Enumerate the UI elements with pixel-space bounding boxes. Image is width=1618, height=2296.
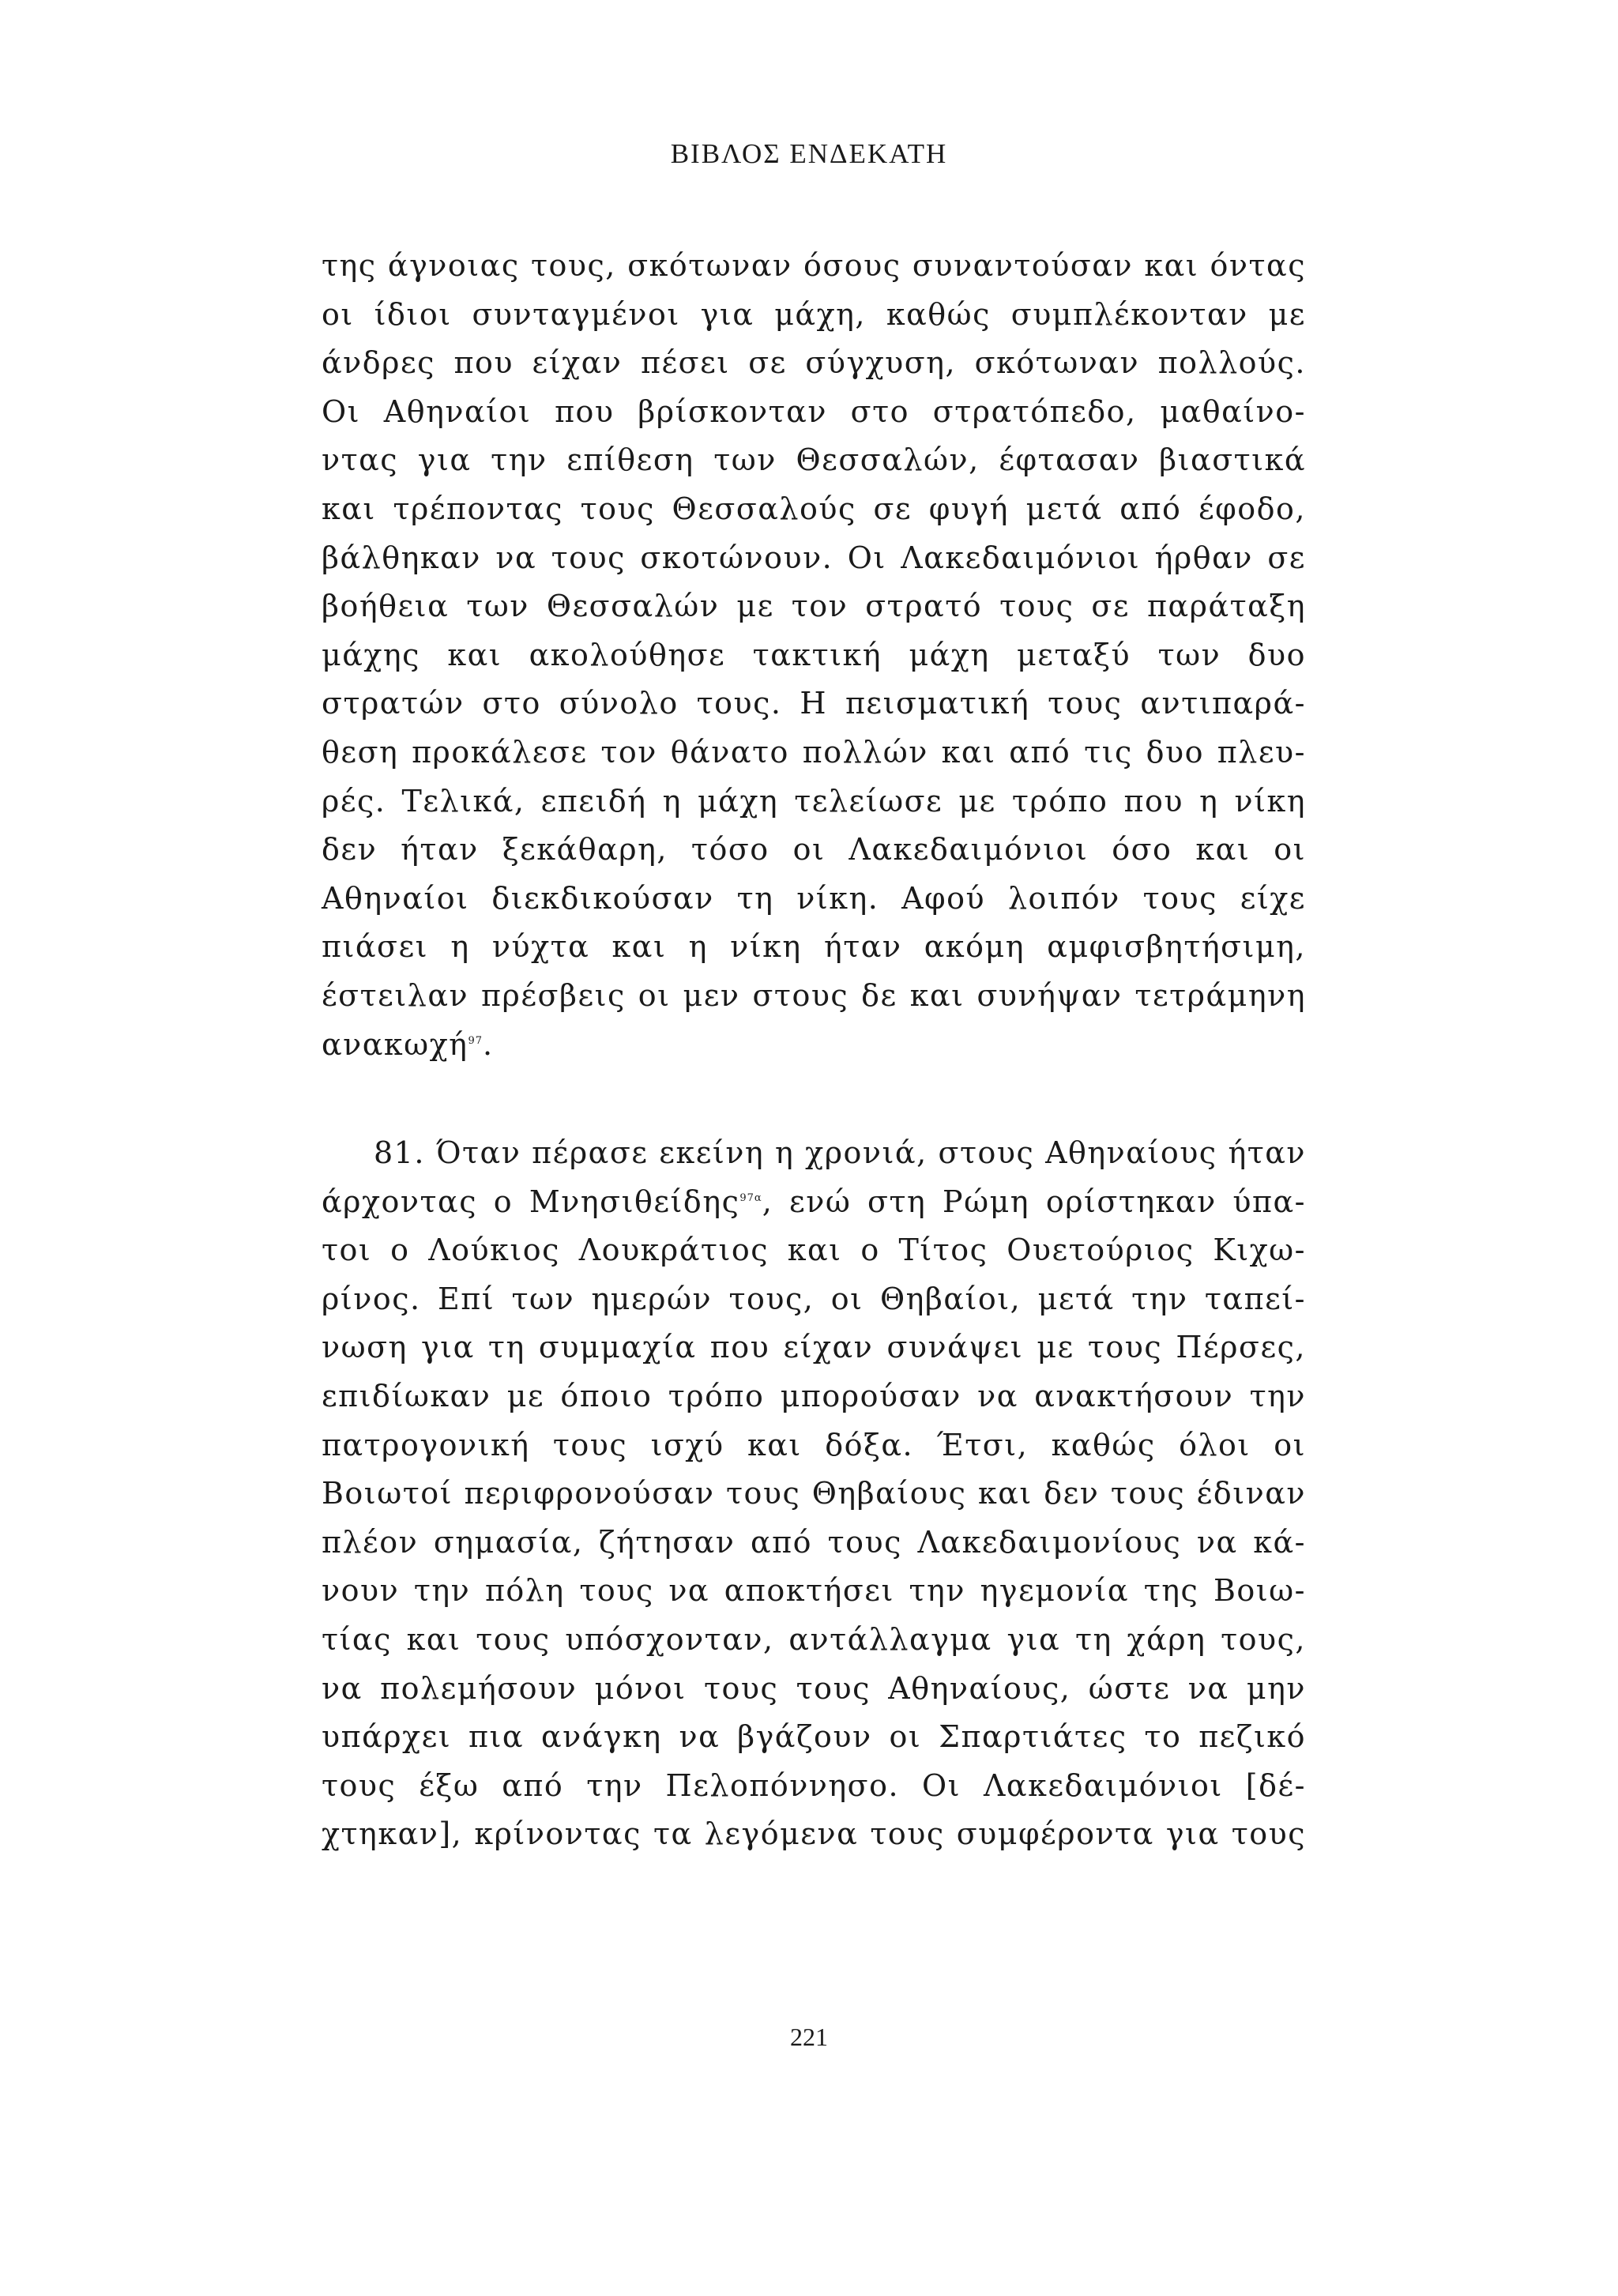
text-line: νωση για τη συμμαχία που είχαν συνάψει με τους Πέρσες, <box>322 1330 1306 1365</box>
text-line <box>322 1178 1306 1227</box>
text-line: ντας για την επίθεση των Θεσσαλών, έφτασαν βιαστικά <box>322 442 1306 478</box>
text-line: άνδρες που είχαν πέσει σε σύγχυση, σκότωναν πολλούς. <box>322 345 1306 381</box>
text-line: της άγνοιας τους, σκότωναν όσους συναντούσαν και όντας <box>322 248 1306 283</box>
text-line: βοήθεια των Θεσσαλών με τον στρατό τους σε παράταξη <box>322 589 1306 624</box>
text-line-first: 81. Όταν πέρασε εκείνη η χρονιά, στους Αθηναίους ήταν <box>374 1135 1306 1170</box>
text-line-last <box>322 1021 1306 1070</box>
text-line: Οι Αθηναίοι που βρίσκονταν στο στρατόπεδο, μαθαίνο- <box>322 393 1306 429</box>
text-line: ρίνος. Επί των ημερών τους, οι Θηβαίοι, μετά την ταπεί- <box>322 1281 1306 1316</box>
text-line: υπάρχει πια ανάγκη να βγάζουν οι Σπαρτιάτες το πεζικό <box>322 1719 1306 1755</box>
footnote-marker: 97α <box>739 1191 762 1204</box>
text-line: Αθηναίοι διεκδικούσαν τη νίκη. Αφού λοιπόν τους είχε <box>322 880 1306 916</box>
text-line: τίας και τους υπόσχονταν, αντάλλαγμα για τη χάρη τους, <box>322 1621 1306 1657</box>
running-header: ΒΙΒΛΟΣ ΕΝΔΕΚΑΤΗ <box>670 138 948 169</box>
line-text: , ενώ στη Ρώμη ορίστηκαν ύπα- <box>762 1184 1307 1219</box>
page-number: 221 <box>790 2023 828 2051</box>
text-line: χτηκαν], κρίνοντας τα λεγόμενα τους συμφέροντα για τους <box>322 1816 1306 1852</box>
line-text: άρχοντας ο Μνησιθείδης <box>322 1184 740 1219</box>
paragraph-81 <box>322 1129 1306 1859</box>
text-line: να πολεμήσουν μόνοι τους τους Αθηναίους, ώστε να μην <box>322 1670 1306 1706</box>
line-text: ανακωχή <box>322 1026 468 1062</box>
text-line: τους έξω από την Πελοπόννησο. Οι Λακεδαιμόνιοι [δέ- <box>322 1767 1306 1803</box>
text-line: και τρέποντας τους Θεσσαλούς σε φυγή μετά από έφοδο, <box>322 491 1306 526</box>
text-line: οι ίδιοι συνταγμένοι για μάχη, καθώς συμπλέκονταν με <box>322 296 1306 332</box>
text-line: πιάσει η νύχτα και η νίκη ήταν ακόμη αμφισβητήσιμη, <box>322 929 1306 965</box>
text-line: νουν την πόλη τους να αποκτήσει την ηγεμονία της Βοιω- <box>322 1573 1306 1609</box>
paragraph-continued <box>322 242 1306 1069</box>
text-line: τοι ο Λούκιος Λουκράτιος και ο Τίτος Ουετούριος Κιχω- <box>322 1233 1306 1268</box>
text-line: βάλθηκαν να τους σκοτώνουν. Οι Λακεδαιμόνιοι ήρθαν σε <box>322 540 1306 575</box>
text-line: έστειλαν πρέσβεις οι μεν στους δε και συνήψαν τετράμηνη <box>322 977 1306 1013</box>
text-line: θεση προκάλεσε τον θάνατο πολλών και από τις δυο πλευ- <box>322 734 1306 770</box>
line-end: . <box>483 1026 494 1062</box>
text-line: επιδίωκαν με όποιο τρόπο μπορούσαν να ανακτήσουν την <box>322 1378 1306 1413</box>
text-line: πατρογονική τους ισχύ και δόξα. Έτσι, καθώς όλοι οι <box>322 1427 1306 1462</box>
text-line: μάχης και ακολούθησε τακτική μάχη μεταξύ των δυο <box>322 637 1306 672</box>
text-line: στρατών στο σύνολο τους. Η πεισματική τους αντιπαρά- <box>322 686 1306 721</box>
text-line: πλέον σημασία, ζήτησαν από τους Λακεδαιμονίους να κά- <box>322 1524 1306 1560</box>
text-line: δεν ήταν ξεκάθαρη, τόσο οι Λακεδαιμόνιοι όσο και οι <box>322 832 1306 868</box>
text-line: Βοιωτοί περιφρονούσαν τους Θηβαίους και δεν τους έδιναν <box>322 1476 1306 1511</box>
text-line: ρές. Τελικά, επειδή η μάχη τελείωσε με τρόπο που η νίκη <box>322 783 1306 819</box>
footnote-marker: 97 <box>468 1034 483 1047</box>
